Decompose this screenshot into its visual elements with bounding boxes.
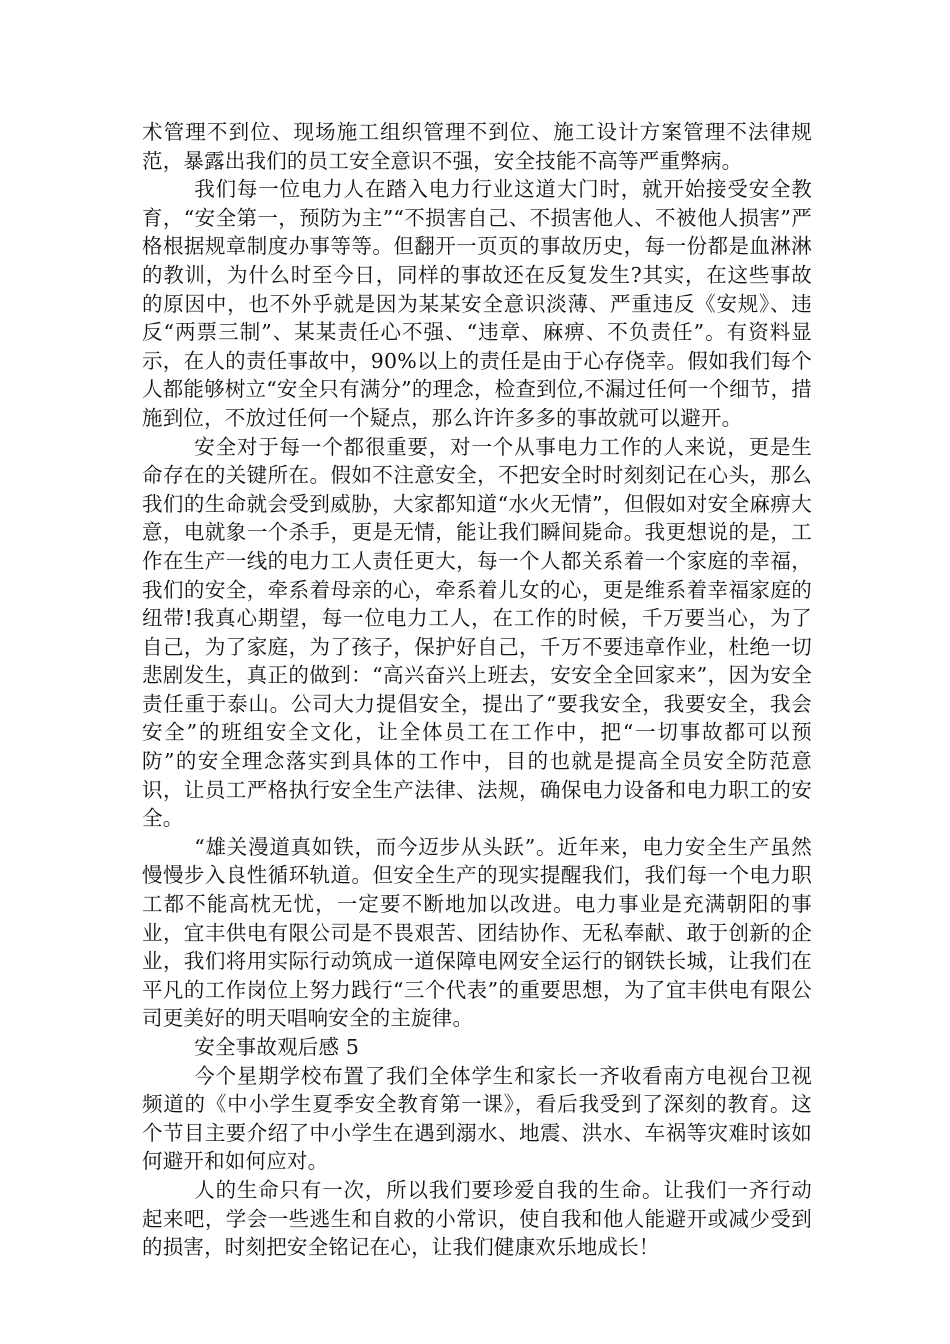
paragraph-6: 人的生命只有一次，所以我们要珍爱自我的生命。让我们一齐行动起来吧，学会一些逃生和自救的小常识，使自我和他人能避开或减少受到的损害，时刻把安全铭记在心，让我们健康欢乐地成长！ — [142, 1177, 812, 1260]
section-heading: 安全事故观后感 5 — [194, 1035, 360, 1059]
paragraph-5: 今个星期学校布置了我们全体学生和家长一齐收看南方电视台卫视频道的《中小学生夏季安全教育第一课》，看后我受到了深刻的教育。这个节目主要介绍了中小学生在遇到溺水、地震、洪水、车祸等灾难时该如何避开和如何应对。 — [142, 1063, 812, 1174]
paragraph-2: 我们每一位电力人在踏入电力行业这道大门时，就开始接受安全教育，“安全第一，预防为主”“不损害自己、不损害他人、不被他人损害”严格根据规章制度办事等等。但翻开一页页的事故历史，每一份都是血淋淋的教训，为什么时至今日，同样的事故还在反复发生?其实，在这些事故的原因中，也不外乎就是因为某某安全意识淡薄、严重违反《安规》、违反“两票三制”、某某责任心不强、“违章、麻痹、不负责任”。有资料显示，在人的责任事故中，90%以上的责任是由于心存侥幸。假如我们每个人都能够树立“安全只有满分”的理念，检查到位,不漏过任何一个细节，措施到位，不放过任何一个疑点，那么许许多多的事故就可以避开。 — [142, 177, 812, 430]
document-body — [142, 118, 812, 1262]
paragraph-4: “雄关漫道真如铁，而今迈步从头跃”。近年来，电力安全生产虽然慢慢步入良性循环轨道。但安全生产的现实提醒我们，我们每一个电力职工都不能高枕无忧，一定要不断地加以改进。电力事业是充满朝阳的事业，宜丰供电有限公司是不畏艰苦、团结协作、无私奉献、敢于创新的企业，我们将用实际行动筑成一道保障电网安全运行的钢铁长城，让我们在平凡的工作岗位上努力践行“三个代表”的重要思想，为了宜丰供电有限公司更美好的明天唱响安全的主旋律。 — [142, 834, 812, 1031]
paragraph-1: 术管理不到位、现场施工组织管理不到位、施工设计方案管理不法律规范，暴露出我们的员工安全意识不强，安全技能不高等严重弊病。 — [142, 120, 812, 173]
paragraph-3: 安全对于每一个都很重要，对一个从事电力工作的人来说，更是生命存在的关键所在。假如不注意安全，不把安全时时刻刻记在心头，那么我们的生命就会受到威胁，大家都知道“水火无情”，但假如对安全麻痹大意，电就象一个杀手，更是无情，能让我们瞬间毙命。我更想说的是，工作在生产一线的电力工人责任更大，每一个人都关系着一个家庭的幸福，我们的安全，牵系着母亲的心，牵系着儿女的心，更是维系着幸福家庭的纽带!我真心期望，每一位电力工人，在工作的时候，千万要当心，为了自己，为了家庭，为了孩子，保护好自己，千万不要违章作业，杜绝一切悲剧发生，真正的做到：“高兴奋兴上班去，安安全全回家来”，因为安全责任重于泰山。公司大力提倡安全，提出了“要我安全，我要安全，我会安全”的班组安全文化，让全体员工在工作中，把“一切事故都可以预防”的安全理念落实到具体的工作中，目的也就是提高全员安全防范意识，让员工严格执行安全生产法律、法规，确保电力设备和电力职工的安全。 — [142, 434, 812, 831]
